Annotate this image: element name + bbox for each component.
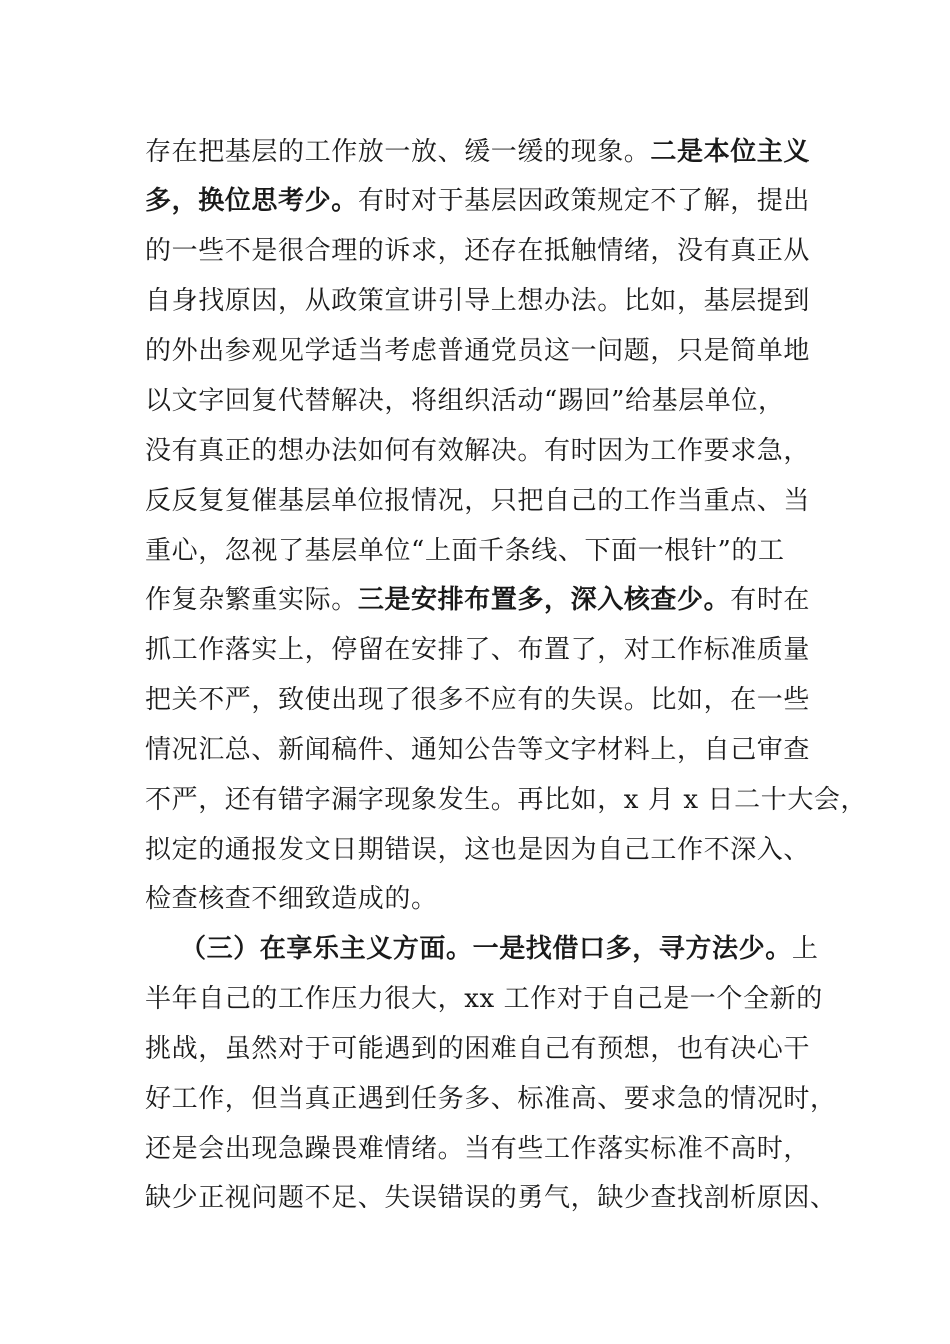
text-line-16 — [145, 884, 438, 914]
text-line-3 — [145, 236, 810, 266]
text-line-1 — [145, 137, 810, 167]
text-run: 以文字回复代替解决，将组织活动“踢回”给基层单位， — [145, 386, 785, 416]
text-run: 上 — [791, 934, 819, 964]
text-run: 拟定的通报发文日期错误，这也是因为自己工作不深入、 — [145, 835, 811, 865]
section-heading-run: （三）在享乐主义方面。一是找借口多，寻方法少。 — [180, 934, 792, 964]
text-line-15 — [145, 835, 810, 865]
text-line-21 — [145, 1134, 810, 1164]
text-run: 好工作，但当真正遇到任务多、标准高、要求急的情况时， — [145, 1084, 837, 1114]
text-line-6 — [145, 386, 785, 416]
text-line-4 — [145, 286, 810, 316]
text-run: 不严，还有错字漏字现象发生。再比如，x 月 x 日二十大会， — [145, 785, 868, 815]
text-run: 半年自己的工作压力很大，xx 工作对于自己是一个全新的 — [145, 984, 823, 1014]
text-run: 重心，忽视了基层单位“上面千条线、下面一根针”的工 — [145, 536, 785, 566]
text-line-13 — [145, 735, 810, 765]
text-line-18 — [145, 984, 823, 1014]
bold-heading-run: 三是安排布置多，深入核查少。 — [357, 585, 731, 615]
text-line-19 — [145, 1034, 810, 1064]
text-run: 情况汇总、新闻稿件、通知公告等文字材料上，自己审查 — [145, 735, 811, 765]
text-run: 作复杂繁重实际。 — [145, 585, 358, 615]
text-run: 有时对于基层因政策规定不了解，提出 — [357, 186, 811, 216]
text-run: 把关不严，致使出现了很多不应有的失误。比如，在一些 — [145, 685, 811, 715]
bold-heading-run: 多，换位思考少。 — [145, 186, 358, 216]
text-line-20 — [145, 1084, 837, 1114]
text-line-9 — [145, 536, 785, 566]
text-line-5 — [145, 336, 810, 366]
text-run: 抓工作落实上，停留在安排了、布置了，对工作标准质量 — [145, 635, 811, 665]
text-run: 自身找原因，从政策宣讲引导上想办法。比如，基层提到 — [145, 286, 811, 316]
text-run: 的外出参观见学适当考虑普通党员这一问题，只是简单地 — [145, 336, 811, 366]
text-line-11 — [145, 635, 810, 665]
text-run: 挑战，虽然对于可能遇到的困难自己有预想，也有决心干 — [145, 1034, 811, 1064]
text-run: 的一些不是很合理的诉求，还存在抵触情绪，没有真正从 — [145, 236, 811, 266]
text-run: 没有真正的想办法如何有效解决。有时因为工作要求急， — [145, 436, 811, 466]
text-line-17 — [180, 934, 818, 964]
text-run: 缺少正视问题不足、失误错误的勇气，缺少查找剖析原因、 — [145, 1183, 837, 1213]
bold-heading-run: 二是本位主义 — [650, 137, 811, 167]
text-run: 存在把基层的工作放一放、缓一缓的现象。 — [145, 137, 651, 167]
text-line-14 — [145, 785, 867, 815]
text-run: 还是会出现急躁畏难情绪。当有些工作落实标准不高时， — [145, 1134, 811, 1164]
text-line-12 — [145, 685, 810, 715]
text-line-10 — [145, 585, 810, 615]
text-line-7 — [145, 436, 810, 466]
text-run: 检查核查不细致造成的。 — [145, 884, 438, 914]
text-line-8 — [145, 486, 810, 516]
text-run: 有时在 — [730, 585, 811, 615]
text-line-2 — [145, 186, 810, 216]
text-run: 反反复复催基层单位报情况，只把自己的工作当重点、当 — [145, 486, 811, 516]
text-line-22 — [145, 1183, 837, 1213]
